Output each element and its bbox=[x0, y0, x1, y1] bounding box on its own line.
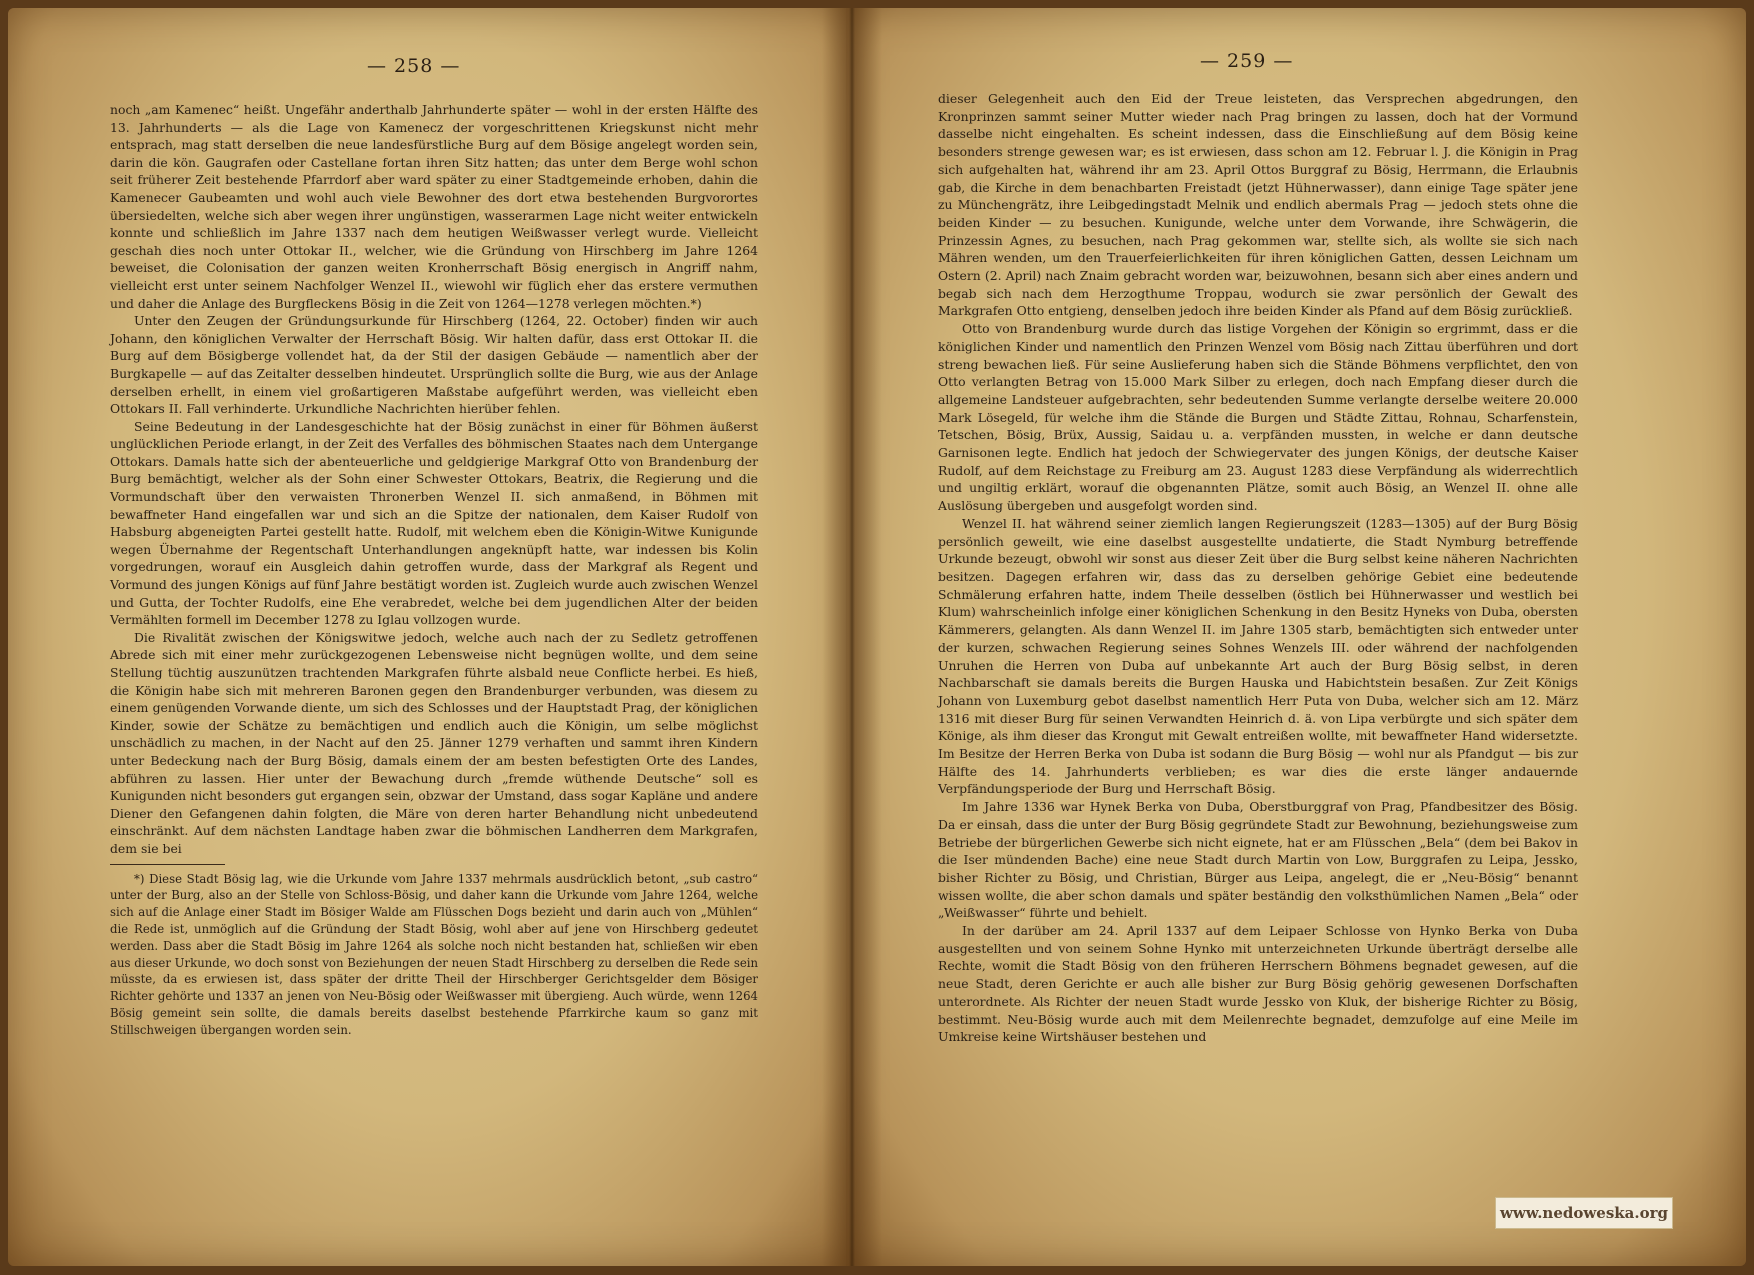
paragraph: In der darüber am 24. April 1337 auf dem Leipaer Schlosse von Hynko Berka von Duba ausgestellten und von seinem Sohne Hynko mit unterzeichneten Urkunde überträgt derselbe alle Rechte, womit die Stadt Bösig von den früheren Herrschern Böhmens begnadet gewesen, auf die neue Stadt, deren Gerichte er auch alle bisher zur Burg Bösig gehörig gewesenen Dorfschaften unterordnete. Als Richter der neuen Stadt wurde Jessko von Kluk, der bisherige Richter zu Bösig, bestimmt. Neu-Bösig wurde auch mit dem Meilenrechte begnadet, demzufolge auf eine Meile im Umkreise keine Wirtshäuser bestehen und bbox=[938, 923, 1578, 1045]
book-gutter bbox=[822, 8, 882, 1266]
paragraph: Unter den Zeugen der Gründungsurkunde für Hirschberg (1264, 22. October) finden wir auch Johann, den königlichen Verwalter der Herrschaft Bösig. Wir halten dafür, dass erst Ottokar II. die Burg auf dem Bösigberge vollendet hat, da der Stil der dasigen Gebäude — namentlich aber der Burgkapelle — auf das Zeitalter desselben hindeutet. Ursprünglich sollte die Burg, wie aus der Anlage derselben erhellt, in einem viel großartigeren Maßstabe aufgeführt werden, was vielleicht eben Ottokars II. Fall verhinderte. Urkundliche Nachrichten hierüber fehlen. bbox=[110, 313, 758, 417]
watermark-label: www.nedoweska.org bbox=[1495, 1197, 1673, 1229]
paragraph: Im Jahre 1336 war Hynek Berka von Duba, Oberstburggraf von Prag, Pfandbesitzer des Bösig. Da er einsah, dass die unter der Burg Bösig gegründete Stadt zur Bewohnung, beziehungsweise zum Betriebe der bürgerlichen Gewerbe sich nicht eignete, hat er am Flüsschen „Bela“ (dem bei Bakov in die Iser mündenden Bache) eine neue Stadt durch Martin von Low, Burggrafen zu Leipa, Jessko, bisher Richter zu Bösig, und Christian, Bürger aus Leipa, angelegt, die er „Neu-Bösig“ benannt wissen wollte, die aber schon damals und später beständig den volksthümlichen Namen „Bela“ oder „Weißwasser“ führte und behielt. bbox=[938, 799, 1578, 921]
footnote-divider bbox=[110, 864, 225, 865]
left-page-text bbox=[110, 101, 758, 1039]
left-page-number: — 258 — bbox=[367, 55, 461, 77]
right-page-number: — 259 — bbox=[1200, 50, 1294, 72]
paragraph: Die Rivalität zwischen der Königswitwe jedoch, welche auch nach der zu Sedletz getroffenen Abrede sich mit einer mehr zurückgezogenen Lebensweise nicht begnügen wollte, und dem seine Stellung tüchtig auszunützen trachtenden Markgrafen führte alsbald neue Conflicte herbei. Es hieß, die Königin habe sich mit mehreren Baronen gegen den Brandenburger verbunden, was diesem zu einem genügenden Vorwande diente, um sich des Schlosses und der Hauptstadt Prag, der königlichen Kinder, sowie der Schätze zu bemächtigen und endlich auch die Königin, um selbe möglichst unschädlich zu machen, in der Nacht auf den 25. Jänner 1279 verhaften und sammt ihren Kindern unter Bedeckung nach der Burg Bösig, damals einem der am besten befestigten Orte des Landes, abführen zu lassen. Hier unter der Bewachung durch „fremde wüthende Deutsche“ soll es Kunigunden nicht besonders gut ergangen sein, obzwar der Umstand, dass sogar Kapläne und andere Diener den Gefangenen dahin folgten, die Märe von deren harter Behandlung nicht unbedeutend einschränkt. Auf dem nächsten Landtage haben zwar die böhmischen Landherren dem Markgrafen, dem sie bei bbox=[110, 629, 758, 856]
right-page-text bbox=[938, 90, 1578, 1046]
paragraph: Otto von Brandenburg wurde durch das listige Vorgehen der Königin so ergrimmt, dass er die königlichen Kinder und namentlich den Prinzen Wenzel vom Bösig nach Zittau überführen und dort streng bewachen ließ. Für seine Auslieferung haben sich die Stände Böhmens verpflichtet, den von Otto verlangten Betrag von 15.000 Mark Silber zu erlegen, doch nach Empfang dieser durch die allgemeine Landsteuer aufgebrachten, sehr bedeutenden Summe verlangte derselbe weitere 20.000 Mark Lösegeld, für welche ihm die Stände die Burgen und Städte Zittau, Rohnau, Scharfenstein, Tetschen, Bösig, Brüx, Aussig, Saidau u. a. verpfänden mussten, in welche er dann deutsche Garnisonen legte. Endlich hat jedoch der Schwiegervater des jungen Königs, der deutsche Kaiser Rudolf, auf dem Reichstage zu Freiburg am 23. August 1283 diese Verpfändung als widerrechtlich und ungiltig erklärt, worauf die obgenannten Plätze, somit auch Bösig, an Wenzel II. ohne alle Auslösung übergeben und ausgefolgt worden sind. bbox=[938, 321, 1578, 514]
paragraph: dieser Gelegenheit auch den Eid der Treue leisteten, das Versprechen abgedrungen, den Kronprinzen sammt seiner Mutter wieder nach Prag bringen zu lassen, doch hat der Vormund dasselbe nicht eingehalten. Es scheint indessen, dass die Einschließung auf dem Bösig keine besonders strenge gewesen war; es ist erwiesen, dass schon am 12. Februar l. J. die Königin in Prag sich aufgehalten hat, während ihr am 23. April Ottos Burggraf zu Bösig, Herrmann, die Erlaubnis gab, die Kirche in dem benachbarten Freistadt (jetzt Hühnerwasser), dann einige Tage später jene zu Münchengrätz, ihre Leibgedingstadt Melnik und endlich abermals Prag — jedoch stets ohne die beiden Kinder — zu besuchen. Kunigunde, welche unter dem Vorwande, ihre Schwägerin, die Prinzessin Agnes, zu besuchen, nach Prag gekommen war, stellte sich, als wollte sie sich nach Mähren wenden, um den Trauerfeierlichkeiten für ihren königlichen Gatten, dessen Leichnam um Ostern (2. April) nach Znaim gebracht worden war, beizuwohnen, besann sich aber eines andern und begab sich nach dem Herzogthume Troppau, wodurch sie zwar persönlich der Gewalt des Markgrafen Otto entgieng, denselben jedoch ihre beiden Kinder als Pfand auf dem Bösig zurückließ. bbox=[938, 91, 1578, 319]
footnote: *) Diese Stadt Bösig lag, wie die Urkunde vom Jahre 1337 mehrmals ausdrücklich betont, „sub castro“ unter der Burg, also an der Stelle von Schloss-Bösig, und daher kann die Urkunde vom Jahre 1264, welche sich auf die Anlage einer Stadt im Bösiger Walde am Flüsschen Dogs bezieht und darin auch von „Mühlen“ die Rede ist, unmöglich auf die Gründung der Stadt Bösig, wohl aber auf jene von Hirschberg gedeutet werden. Dass aber die Stadt Bösig im Jahre 1264 als solche noch nicht bestanden hat, schließen wir eben aus dieser Urkunde, wo doch sonst von Beziehungen der neuen Stadt Hirschberg zu derselben die Rede sein müsste, da es erwiesen ist, dass später der dritte Theil der Hirschberger Gerichtsgelder dem Bösiger Richter gehörte und 1337 an jenen von Neu-Bösig oder Weißwasser mit übergieng. Auch würde, wenn 1264 Bösig gemeint sein sollte, die damals bereits daselbst bestehende Pfarrkirche kaum so ganz mit Stillschweigen übergangen worden sein. bbox=[110, 871, 758, 1037]
paragraph: Seine Bedeutung in der Landesgeschichte hat der Bösig zunächst in einer für Böhmen äußerst unglücklichen Periode erlangt, in der Zeit des Verfalles des böhmischen Staates nach dem Untergange Ottokars. Damals hatte sich der abenteuerliche und geldgierige Markgraf Otto von Brandenburg der Burg bemächtigt, welcher als der Sohn einer Schwester Ottokars, Beatrix, die Regierung und die Vormundschaft über den verwaisten Thronerben Wenzel II. sich anmaßend, in Böhmen mit bewaffneter Hand eingefallen war und sich an die Spitze der nationalen, dem Kaiser Rudolf von Habsburg abgeneigten Partei gestellt hatte. Rudolf, mit welchem eben die Königin-Witwe Kunigunde wegen Übernahme der Regentschaft Unterhandlungen angeknüpft hatte, war indessen bis Kolin vorgedrungen, worauf ein Ausgleich dahin getroffen wurde, dass der Markgraf als Regent und Vormund des jungen Königs auf fünf Jahre bestätigt worden ist. Zugleich wurde auch zwischen Wenzel und Gutta, der Tochter Rudolfs, eine Ehe verabredet, welche bei dem jugendlichen Alter der beiden Vermählten formell im December 1278 zu Iglau vollzogen wurde. bbox=[110, 418, 758, 628]
paragraph: Wenzel II. hat während seiner ziemlich langen Regierungszeit (1283—1305) auf der Burg Bösig persönlich geweilt, wie eine daselbst ausgestellte undatierte, die Stadt Nymburg betreffende Urkunde bezeugt, obwohl wir sonst aus dieser Zeit über die Burg selbst keine näheren Nachrichten besitzen. Dagegen erfahren wir, dass das zu derselben gehörige Gebiet eine bedeutende Schmälerung erfahren hatte, indem Theile desselben (östlich bei Hühnerwasser und westlich bei Klum) wahrscheinlich infolge einer königlichen Schenkung in den Besitz Hyneks von Duba, obersten Kämmerers, gelangten. Als dann Wenzel II. im Jahre 1305 starb, bemächtigten sich entweder unter der kurzen, schwachen Regierung seines Sohnes Wenzels III. oder während der nachfolgenden Unruhen die Herren von Duba auf unbekannte Art auch der Burg Bösig selbst, in deren Nachbarschaft sie damals bereits die Burgen Hauska und Habichtstein besaßen. Zur Zeit Königs Johann von Luxemburg gebot daselbst namentlich Herr Puta von Duba, welcher sich am 12. März 1316 mit dieser Burg für seinen Verwandten Heinrich d. ä. von Lipa verbürgte und sich später dem Könige, als ihm dieser das Krongut mit Gewalt entreißen wollte, mit bewaffneter Hand widersetzte. Im Besitze der Herren Berka von Duba ist sodann die Burg Bösig — wohl nur als Pfandgut — bis zur Hälfte des 14. Jahrhunderts verblieben; es war dies die erste länger andauernde Verpfändungsperiode der Burg und Herrschaft Bösig. bbox=[938, 515, 1578, 797]
paragraph: noch „am Kamenec“ heißt. Ungefähr anderthalb Jahrhunderte später — wohl in der ersten Hälfte des 13. Jahrhunderts — als die Lage von Kamenecz der vorgeschrittenen Kriegskunst nicht mehr entsprach, mag statt derselben die neue landesfürstliche Burg auf dem Bösige angelegt worden sein, darin die kön. Gaugrafen oder Castellane fortan ihren Sitz hatten; das unter dem Berge wohl schon seit früherer Zeit bestehende Pfarrdorf aber ward später zu einer Stadtgemeinde erhoben, dahin die Kamenecer Gaubeamten und wohl auch viele Bewohner des dort etwa bestehenden Burgvorortes übersiedelten, welche sich aber wegen ihrer ungünstigen, wasserarmen Lage nicht weiter entwickeln konnte und schließlich im Jahre 1337 nach dem heutigen Weißwasser verlegt wurde. Vielleicht geschah dies noch unter Ottokar II., welcher, wie die Gründung von Hirschberg im Jahre 1264 beweiset, die Colonisation der ganzen weiten Kronherrschaft Bösig energisch in Angriff nahm, vielleicht erst unter seinem Nachfolger Wenzel II., wiewohl wir füglich eher das erstere vermuthen und daher die Anlage des Burgfleckens Bösig in die Zeit von 1264—1278 verlegen möchten.*) bbox=[110, 102, 758, 311]
